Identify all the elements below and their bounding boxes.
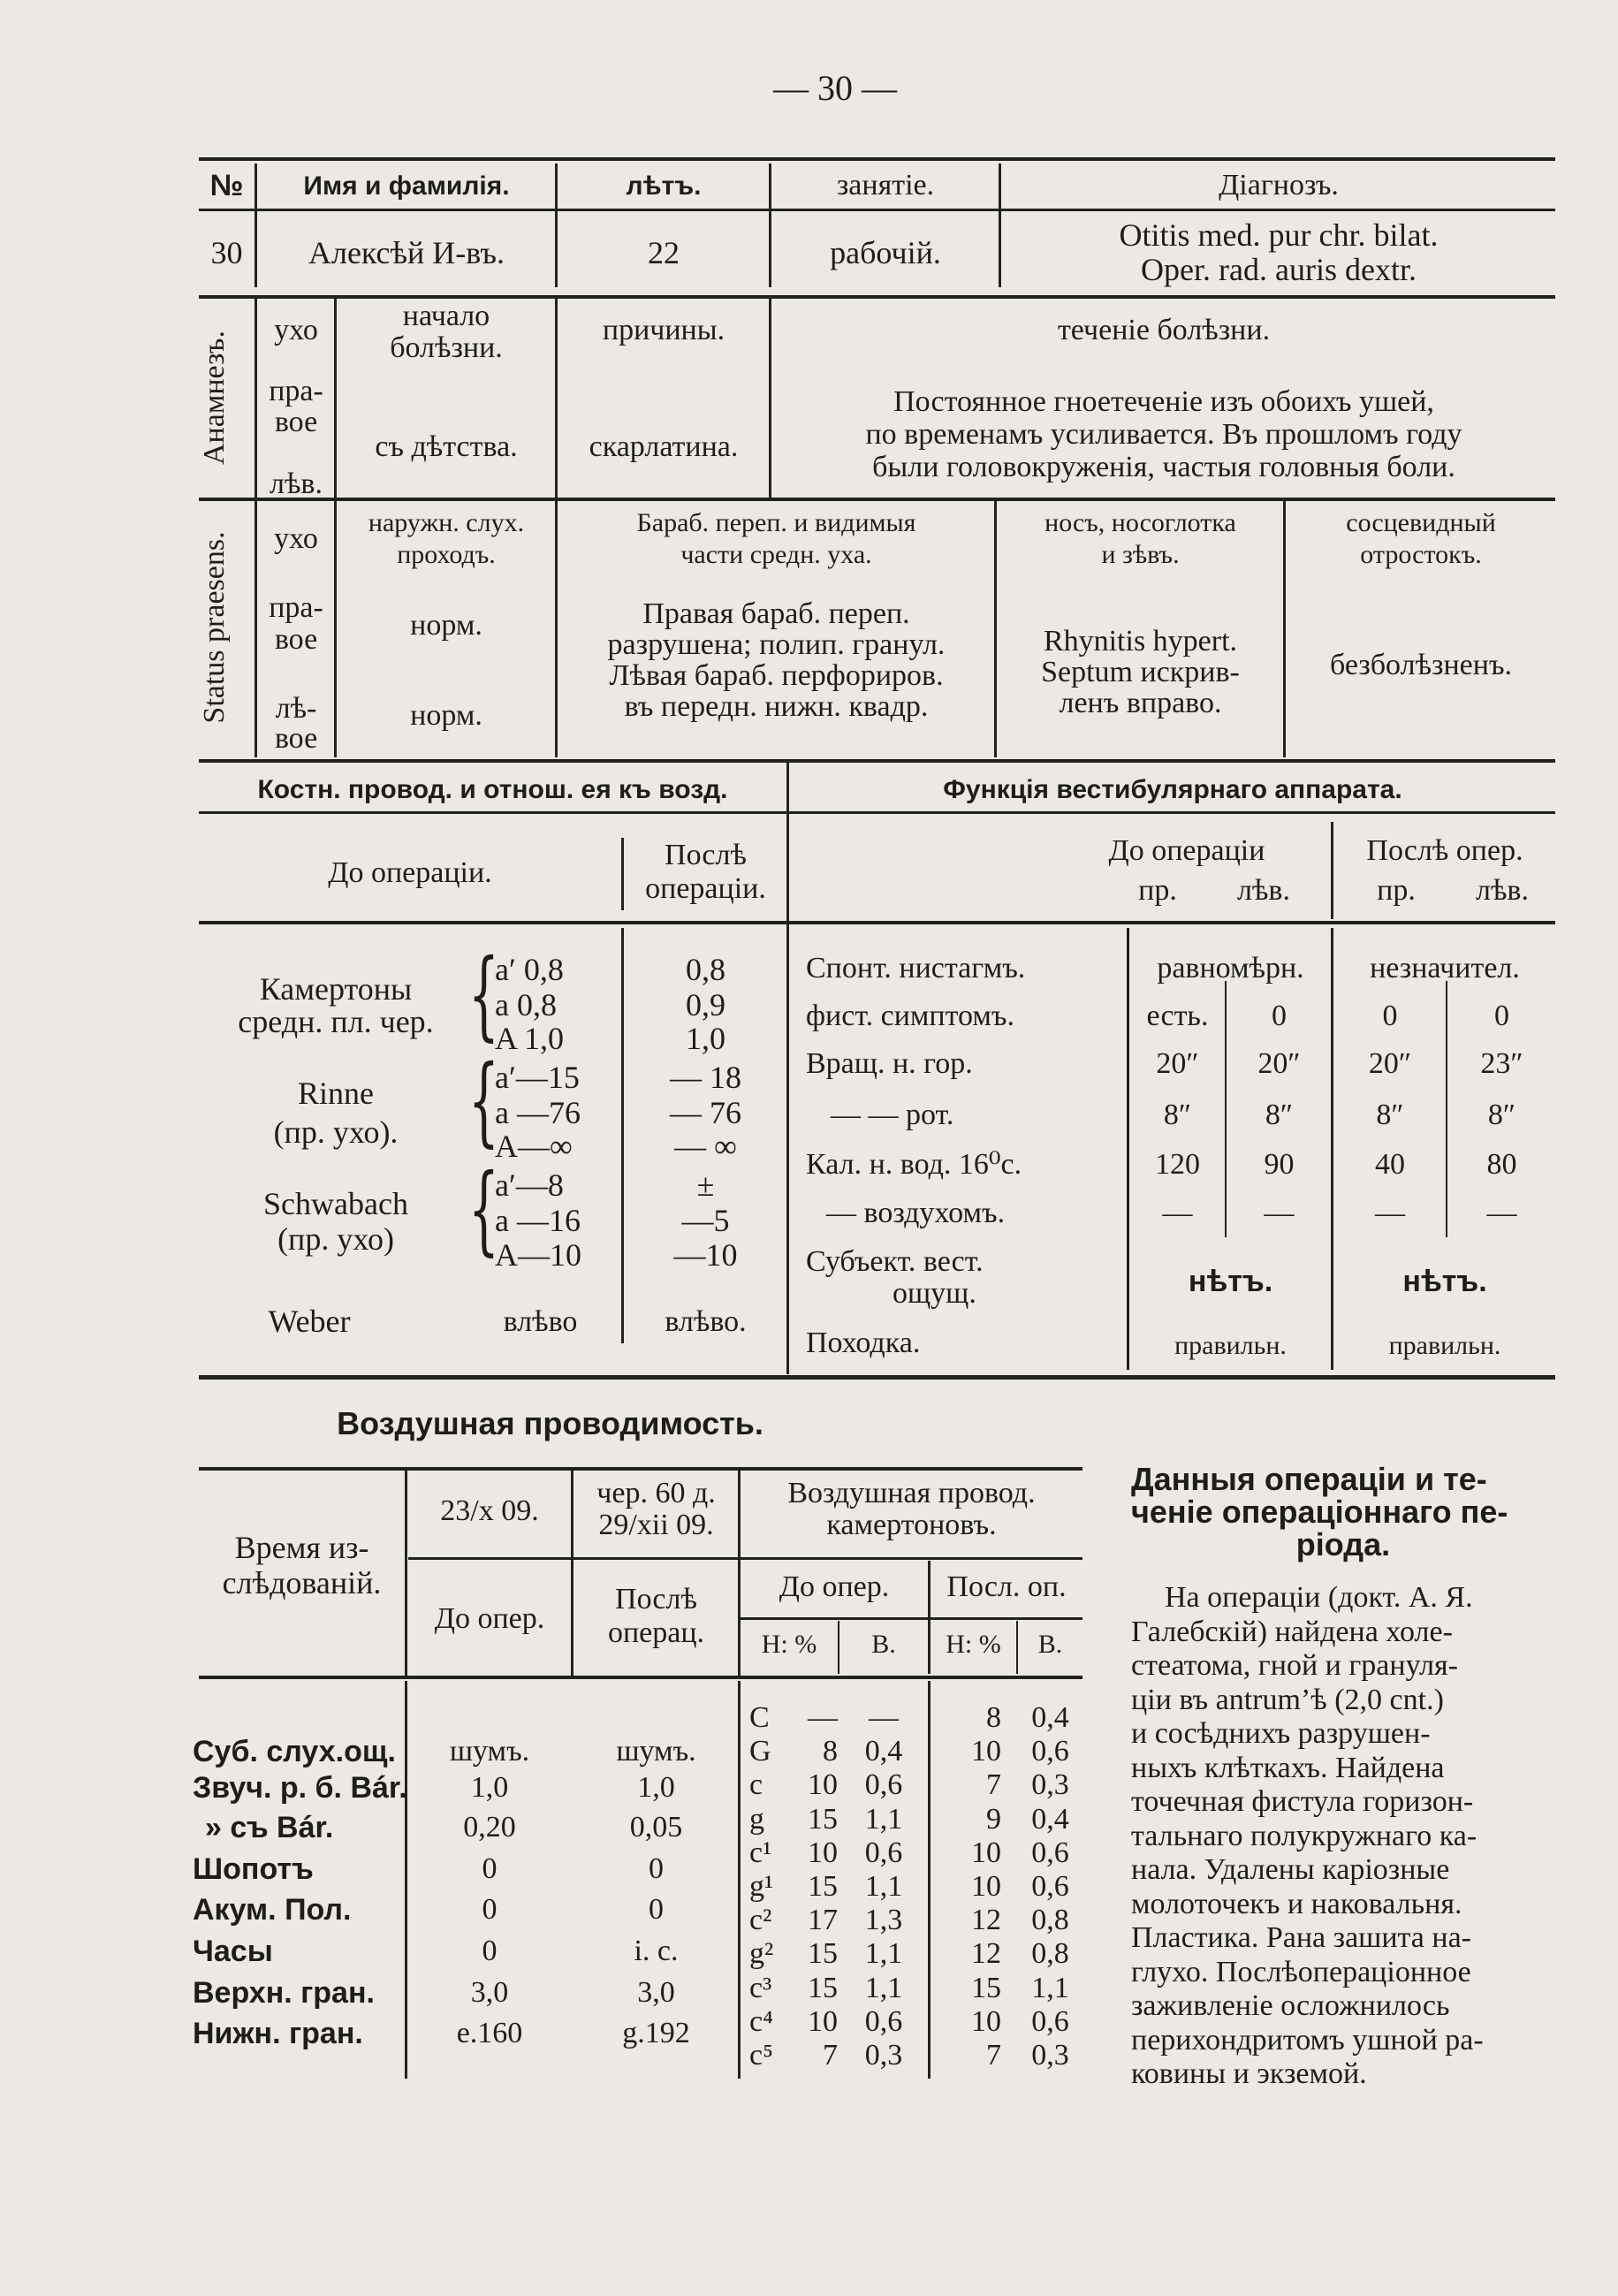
brace-icon: { (468, 1152, 499, 1266)
vest-subjective-label-2: ощущ. (893, 1277, 976, 1310)
schwabach-value: ± (696, 1167, 715, 1203)
tuning-cell-h: 17 (808, 1904, 838, 1937)
air-row-label: Верхн. гран. (193, 1976, 375, 2010)
operation-line: молоточекъ и наковальня. (1131, 1887, 1462, 1920)
tuning-cell-h: 8 (823, 1735, 838, 1768)
tuning-cell-n: g¹ (749, 1870, 774, 1903)
air-row-label: Нижн. гран. (193, 2017, 363, 2050)
before-op-header: До опер. (434, 1602, 545, 1635)
tuning-cell-b: 0,6 (864, 1768, 903, 1802)
tuning-cell-b: 1,1 (864, 1937, 903, 1971)
vest-row-label: — — рот. (831, 1099, 954, 1131)
air-value-after: 1,0 (637, 1771, 675, 1804)
anamnesis-course-2: по временамъ усиливается. Въ прошломъ году (865, 418, 1462, 451)
tuning-cell-h: 15 (808, 1971, 838, 2004)
tuning-cell-b2: 0,4 (1031, 1701, 1069, 1734)
air-row-label: Звуч. р. б. Bár. (193, 1771, 407, 1805)
rinne-value: — 76 (670, 1095, 741, 1130)
bone-before-header: До операціи. (328, 856, 492, 889)
tuning-cell-n: c³ (749, 1971, 772, 2004)
air-value-after: 0 (649, 1893, 664, 1926)
vest-subjective-after: нѣтъ. (1402, 1265, 1487, 1298)
status-label: Status praesens. (198, 531, 231, 724)
page-number: — 30 — (773, 68, 897, 108)
operation-line: На операціи (докт. А. Я. (1165, 1581, 1473, 1614)
vest-after-right: 20″ (1368, 1047, 1412, 1080)
time-header-2: слѣдованій. (222, 1565, 382, 1600)
anamnesis-ear-right-2: вое (274, 406, 318, 438)
operation-line: точечная фистула горизон- (1131, 1785, 1474, 1818)
schwabach-value: —5 (681, 1203, 730, 1238)
status-drum-3: Лѣвая бараб. перфориров. (609, 659, 944, 692)
tuning-after-header: Посл. оп. (946, 1570, 1067, 1603)
vest-gait-label: Походка. (806, 1327, 921, 1359)
status-nose-1: Rhynitis hypert. (1043, 625, 1238, 658)
vest-before-right: 20″ (1156, 1047, 1199, 1080)
air-value-after: шумъ. (616, 1735, 696, 1768)
status-ear-header: ухо (274, 522, 318, 555)
vest-before-right: есть. (1146, 1000, 1209, 1032)
operation-line: глухо. Послѣопераціонное (1131, 1955, 1471, 1988)
schwabach-row: a —16 (495, 1203, 581, 1238)
tuning-cell-n: c (749, 1768, 763, 1802)
status-drum-2: разрушена; полип. гранул. (607, 628, 946, 661)
rinne-value: — 18 (670, 1060, 741, 1095)
status-ear-left-1: лѣ- (275, 692, 317, 725)
tuning-cell-b2: 1,1 (1031, 1971, 1069, 2004)
tuning-cell-h2: 10 (971, 1836, 1001, 1869)
air-row-label: Суб. слух.ощ. (193, 1735, 396, 1768)
tuning-cell-b2: 0,6 (1031, 2004, 1069, 2038)
air-value-before: 0 (482, 1935, 498, 1967)
status-mastoid: безболѣзненъ. (1329, 649, 1513, 681)
status-drum-header-2: части средн. уха. (680, 540, 872, 569)
operation-line: и сосѣднихъ разрушен- (1131, 1717, 1431, 1750)
schwabach-row: a′—8 (495, 1167, 564, 1203)
operation-line: ціи въ antrum’ѣ (2,0 cnt.) (1131, 1683, 1444, 1716)
status-ear-left-2: вое (274, 722, 318, 755)
anamnesis-course-header: теченіе болѣзни. (1057, 314, 1271, 346)
anamnesis-ear-header: ухо (274, 314, 318, 346)
date-2-header-2: 29/xii 09. (598, 1509, 714, 1541)
kam-row: a 0,8 (495, 987, 557, 1023)
tuning-cell-h2: 8 (986, 1701, 1001, 1734)
tuning-cell-b2: 0,4 (1031, 1802, 1069, 1836)
tuning-cell-h: 10 (808, 1768, 838, 1802)
air-value-before: 0 (482, 1852, 498, 1885)
air-row-label: Часы (193, 1935, 273, 1968)
air-value-after: g.192 (622, 2017, 690, 2049)
tuning-cell-b: — (869, 1701, 899, 1734)
tuning-cell-n: c² (749, 1904, 772, 1937)
status-nose-2: Septum искрив- (1041, 656, 1240, 688)
status-nose-header-1: носъ, носоглотка (1044, 508, 1236, 537)
status-drum-header-1: Бараб. переп. и видимыя (636, 508, 916, 537)
schwabach-label-1: Schwabach (263, 1186, 408, 1221)
tuning-cell-h2: 7 (986, 1768, 1001, 1802)
vest-after-right: 8″ (1376, 1099, 1404, 1131)
tuning-cell-b: 1,1 (864, 1802, 903, 1836)
after-op-header-2: операц. (607, 1616, 705, 1649)
col-age-header: лѣтъ. (626, 171, 702, 201)
vest-row-label: — воздухомъ. (826, 1197, 1006, 1229)
tuning-cell-b2: 0,3 (1031, 1768, 1069, 1802)
vest-before-left: 0 (1272, 1000, 1287, 1032)
tuning-cell-h2: 12 (971, 1904, 1001, 1937)
vest-gait-before: правильн. (1174, 1331, 1287, 1360)
kam-value: 0,9 (686, 987, 725, 1023)
patient-age: 22 (648, 235, 680, 270)
tuning-cell-n: c¹ (749, 1836, 772, 1869)
air-value-after: 0 (649, 1852, 664, 1885)
tuning-cell-b: 0,4 (864, 1735, 903, 1768)
anamnesis-ear-left: лѣв. (270, 468, 323, 500)
brace-icon: { (468, 1044, 499, 1157)
diagnosis-line-1: Otitis med. pur chr. bilat. (1119, 217, 1439, 253)
air-value-before: e.160 (456, 2017, 523, 2049)
air-row-label: » съ Bár. (205, 1811, 334, 1844)
bone-after-header-2: операціи. (645, 872, 766, 905)
tuning-cell-n: c⁵ (749, 2039, 773, 2072)
date-2-header-1: чер. 60 д. (596, 1477, 716, 1509)
operation-line: тальнаго полукружнаго ка- (1131, 1819, 1477, 1852)
air-value-before: 0 (482, 1893, 498, 1926)
air-value-after: 0,05 (629, 1811, 683, 1844)
anamnesis-course-3: были головокруженія, частыя головныя боли. (872, 451, 1455, 483)
b-before: B. (871, 1630, 896, 1659)
status-mastoid-header-1: сосцевидный (1346, 508, 1496, 537)
after-op-header-1: Послѣ (615, 1583, 697, 1616)
tuning-cell-b2: 0,6 (1031, 1836, 1069, 1869)
vest-before-left: — (1264, 1197, 1295, 1229)
tuning-cell-h: 15 (808, 1870, 838, 1903)
status-ear-right-1: пра- (269, 591, 323, 624)
tuning-cell-h2: 12 (971, 1937, 1001, 1971)
tuning-cell-h2: 10 (971, 1735, 1001, 1768)
tuning-cell-h: 10 (808, 1836, 838, 1869)
bone-after-header-1: Послѣ (665, 839, 747, 871)
kam-value: 1,0 (686, 1021, 725, 1056)
time-header-1: Время из- (234, 1530, 369, 1565)
operation-line: Пластика. Рана зашита на- (1131, 1921, 1472, 1954)
col-name-header: Имя и фамилія. (303, 171, 510, 201)
vest-gait-after: правильн. (1388, 1331, 1501, 1360)
tuning-cell-b2: 0,8 (1031, 1904, 1069, 1937)
vest-subjective-before: нѣтъ. (1188, 1265, 1273, 1298)
status-canal-header-2: проходъ. (397, 540, 496, 569)
tuning-cell-h: 10 (808, 2004, 838, 2038)
vest-before-right: 120 (1155, 1148, 1200, 1181)
tuning-cell-b: 1,1 (864, 1971, 903, 2004)
vest-col-right-before: пр. (1138, 874, 1177, 907)
status-drum-1: Правая бараб. переп. (642, 597, 910, 630)
operation-title-1: Данныя операціи и те- (1131, 1461, 1487, 1497)
air-value-before: шумъ. (449, 1735, 530, 1768)
patient-no: 30 (210, 235, 243, 270)
air-conduction-title: Воздушная проводимость. (337, 1405, 763, 1441)
vest-row-label: Вращ. н. гор. (806, 1047, 973, 1080)
tuning-cell-n: c⁴ (749, 2004, 773, 2038)
vest-col-right-after: пр. (1377, 874, 1416, 907)
tuning-cell-h2: 10 (971, 1870, 1001, 1903)
anamnesis-cause-header: причины. (602, 314, 725, 346)
tuning-cell-h: 15 (808, 1802, 838, 1836)
kam-value: 0,8 (686, 952, 725, 987)
vest-col-left-after: лѣв. (1476, 874, 1529, 907)
tuning-cell-h2: 7 (986, 2039, 1001, 2072)
schwabach-row: A—10 (495, 1237, 581, 1273)
tuning-cell-h: 7 (823, 2039, 838, 2072)
air-row-label: Акум. Пол. (193, 1893, 352, 1927)
anamnesis-ear-right-1: пра- (269, 375, 323, 407)
tuning-cell-h2: 9 (986, 1802, 1001, 1836)
tuning-header-2: камертоновъ. (826, 1509, 997, 1541)
brace-icon: { (468, 938, 499, 1051)
tuning-cell-n: G (749, 1735, 771, 1768)
kam-row: A 1,0 (495, 1021, 565, 1056)
vest-after-left: 8″ (1487, 1099, 1516, 1131)
vest-after: незначител. (1370, 952, 1520, 985)
weber-label: Weber (268, 1304, 351, 1339)
rinne-row: a′—15 (495, 1060, 580, 1095)
operation-title-2: ченіе операціоннаго пе- (1131, 1494, 1508, 1530)
vest-before-right: — (1162, 1197, 1193, 1229)
vest-before: равномѣрн. (1157, 952, 1304, 985)
air-value-after: 3,0 (637, 1976, 675, 2009)
anamnesis-cause: скарлатина. (589, 430, 739, 463)
air-value-before: 0,20 (463, 1811, 516, 1844)
kam-row: a′ 0,8 (495, 952, 564, 987)
operation-line: ныхъ клѣткахъ. Найдена (1131, 1751, 1445, 1784)
tuning-cell-h: — (808, 1701, 838, 1734)
operation-line: Галебскій) найдена холе- (1131, 1615, 1453, 1648)
vest-row-label: фист. симптомъ. (806, 1000, 1014, 1032)
tuning-header-1: Воздушная провод. (787, 1477, 1036, 1509)
patient-name: Алексѣй И-въ. (308, 235, 505, 270)
status-nose-3: ленъ вправо. (1059, 687, 1222, 719)
tuning-cell-b2: 0,3 (1031, 2039, 1069, 2072)
vest-before-right: 8″ (1163, 1099, 1192, 1131)
status-canal-left: норм. (410, 699, 482, 732)
operation-line: ковины и экземой. (1131, 2057, 1367, 2090)
tuning-cell-h2: 10 (971, 2004, 1001, 2038)
vest-after-right: — (1375, 1197, 1405, 1229)
vest-after-right: 0 (1382, 1000, 1398, 1032)
vest-before-left: 20″ (1257, 1047, 1301, 1080)
tuning-cell-b2: 0,6 (1031, 1735, 1069, 1768)
rinne-row: A—∞ (495, 1129, 573, 1164)
tuning-cell-b: 0,3 (864, 2039, 903, 2072)
rinne-row: a —76 (495, 1095, 581, 1130)
tuning-cell-n: g (749, 1802, 764, 1836)
vestibular-before-header: До операціи (1108, 834, 1265, 867)
vest-row-label: Кал. н. вод. 16⁰с. (806, 1148, 1022, 1181)
col-diagnosis-header: Діагнозъ. (1219, 169, 1339, 201)
rinne-label-2: (пр. ухо). (273, 1114, 399, 1150)
vest-after-left: 0 (1494, 1000, 1509, 1032)
schwabach-label-2: (пр. ухо) (277, 1221, 394, 1257)
anamnesis-onset-header-2: болѣзни. (390, 331, 503, 364)
schwabach-value: —10 (673, 1237, 738, 1273)
status-drum-4: въ передн. нижн. квадр. (624, 690, 929, 723)
operation-line: перихондритомъ ушной ра- (1131, 2023, 1484, 2057)
col-no-header: № (209, 169, 244, 202)
weber-after: влѣво. (665, 1305, 747, 1338)
vest-row-label: Спонт. нистагмъ. (806, 952, 1026, 985)
h-percent-before: H: % (761, 1630, 817, 1659)
air-value-before: 3,0 (470, 1976, 509, 2009)
tuning-cell-n: C (749, 1701, 770, 1734)
vest-subjective-label-1: Субъект. вест. (806, 1245, 984, 1278)
vest-before-left: 8″ (1265, 1099, 1294, 1131)
diagnosis-line-2: Oper. rad. auris dextr. (1141, 252, 1417, 287)
vest-after-left: — (1486, 1197, 1517, 1229)
tuning-cell-h: 15 (808, 1937, 838, 1971)
status-nose-header-2: и зѣвъ. (1101, 540, 1180, 569)
bone-title: Костн. провод. и отнош. ея къ возд. (257, 775, 728, 804)
operation-line: заживленіе осложнилось (1131, 1989, 1450, 2022)
status-canal-right: норм. (410, 609, 482, 642)
vest-after-left: 23″ (1480, 1047, 1523, 1080)
weber-before: влѣво (503, 1305, 578, 1338)
tuning-fork-label-2: средн. пл. чер. (238, 1004, 434, 1039)
air-value-before: 1,0 (470, 1771, 509, 1804)
h-percent-after: H: % (946, 1630, 1001, 1659)
tuning-cell-b: 1,3 (864, 1904, 903, 1937)
date-1-header: 23/x 09. (440, 1494, 539, 1527)
status-ear-right-2: вое (274, 623, 318, 656)
tuning-cell-b2: 0,6 (1031, 1870, 1069, 1903)
anamnesis-label: Анамнезъ. (198, 331, 231, 465)
patient-occupation: рабочій. (830, 235, 941, 270)
operation-line: стеатома, гной и грануля- (1131, 1649, 1458, 1682)
vest-col-left-before: лѣв. (1237, 874, 1290, 907)
air-value-after: i. c. (634, 1935, 679, 1967)
col-occupation-header: занятіе. (836, 169, 935, 201)
vest-after-left: 80 (1486, 1148, 1517, 1181)
b-after: B. (1037, 1630, 1063, 1659)
anamnesis-course-1: Постоянное гноетеченіе изъ обоихъ ушей, (893, 385, 1434, 418)
rinne-value: — ∞ (674, 1129, 737, 1164)
status-mastoid-header-2: отростокъ. (1360, 540, 1482, 569)
tuning-before-header: До опер. (779, 1570, 890, 1603)
status-canal-header-1: наружн. слух. (368, 508, 525, 537)
vest-after-right: 40 (1375, 1148, 1405, 1181)
tuning-cell-b: 0,6 (864, 2004, 903, 2038)
anamnesis-onset-header-1: начало (402, 300, 490, 332)
tuning-cell-h2: 15 (971, 1971, 1001, 2004)
anamnesis-onset: съ дѣтства. (375, 430, 518, 463)
vestibular-title: Функція вестибулярнаго аппарата. (943, 775, 1402, 804)
operation-title-3: ріода. (1295, 1526, 1391, 1562)
air-row-label: Шопотъ (193, 1852, 314, 1886)
tuning-cell-n: g² (749, 1937, 774, 1971)
tuning-cell-b2: 0,8 (1031, 1937, 1069, 1971)
operation-line: нала. Удалены каріозные (1131, 1853, 1450, 1886)
tuning-cell-b: 0,6 (864, 1836, 903, 1869)
rinne-label-1: Rinne (298, 1076, 374, 1111)
tuning-fork-label-1: Камертоны (259, 971, 413, 1007)
tuning-cell-b: 1,1 (864, 1870, 903, 1903)
vest-before-left: 90 (1264, 1148, 1295, 1181)
vestibular-after-header: Послѣ опер. (1366, 834, 1523, 867)
